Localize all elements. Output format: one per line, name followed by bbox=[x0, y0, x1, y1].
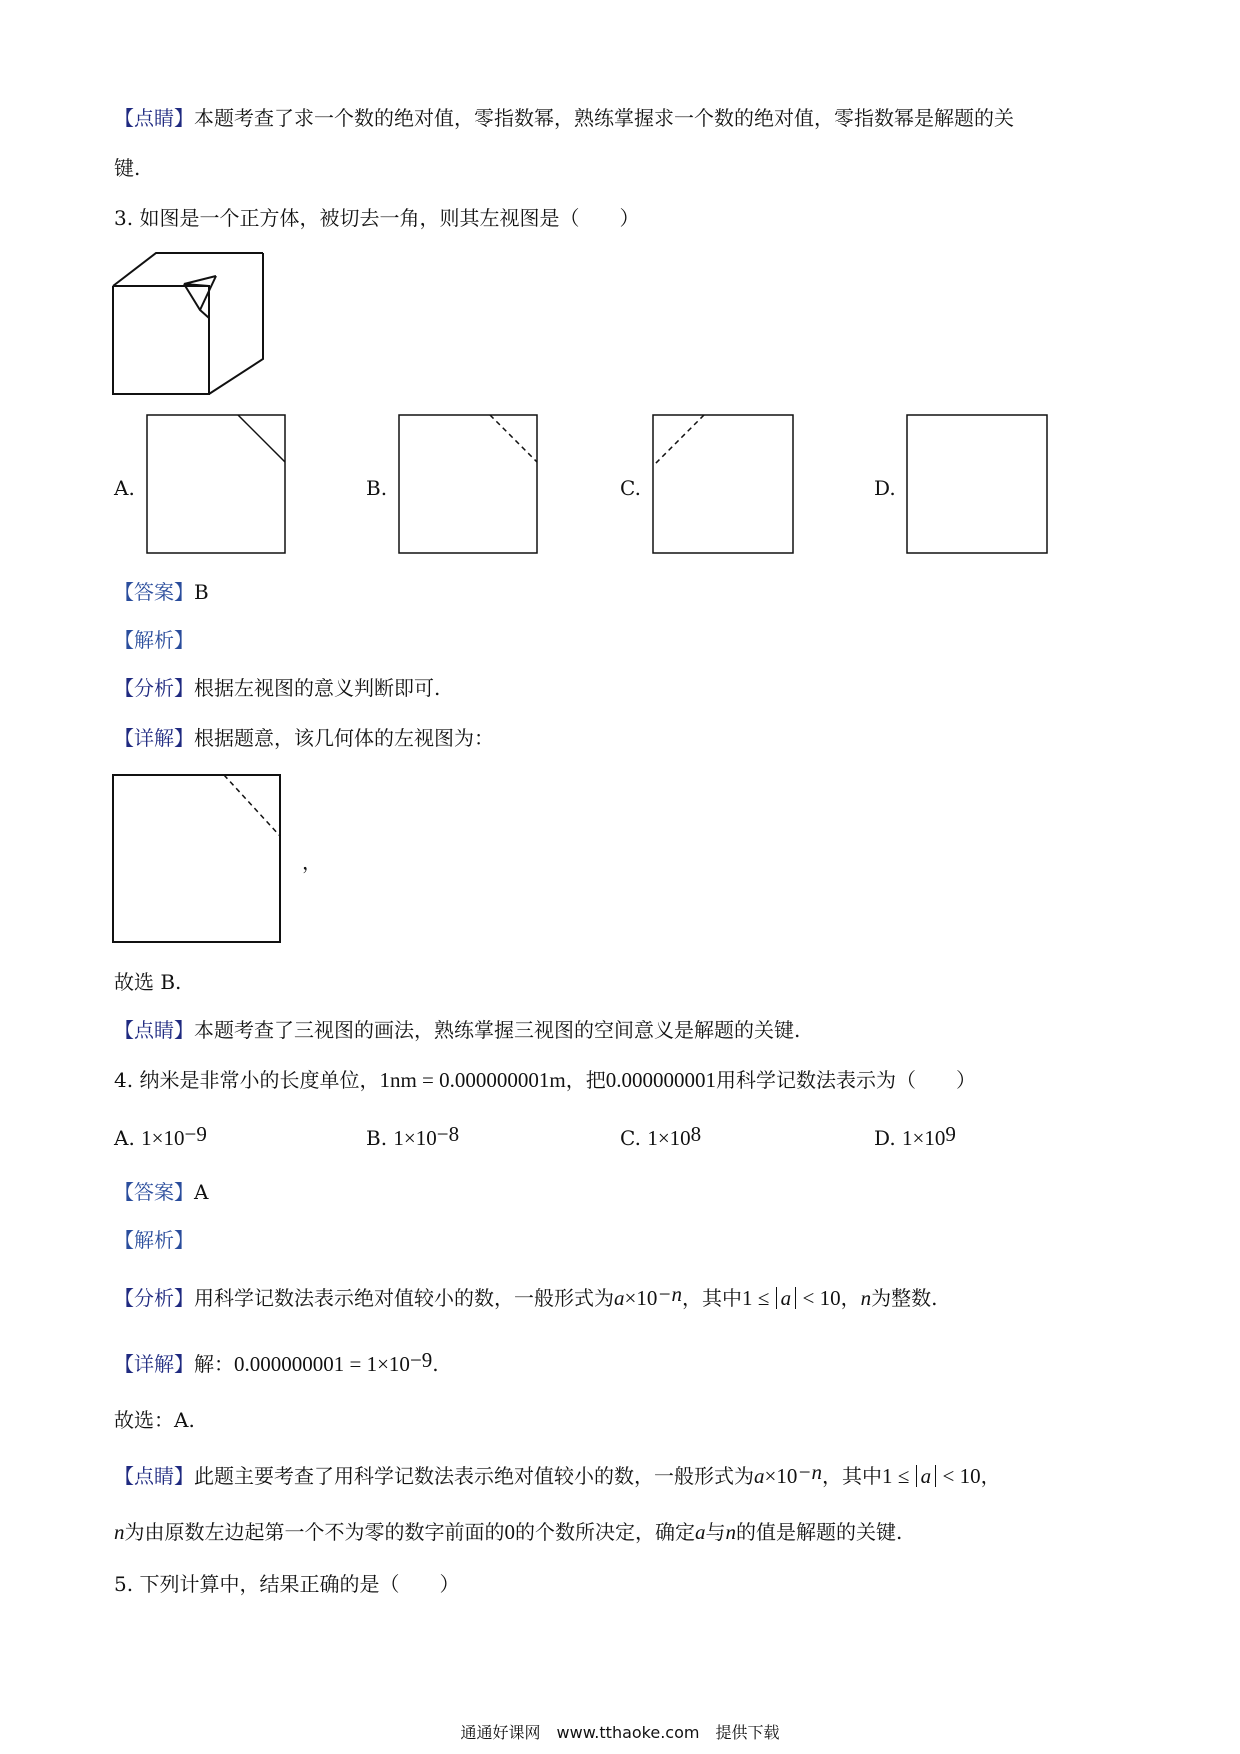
q3-option-b-label[interactable]: B. bbox=[366, 476, 388, 500]
prev-dianjing-line1 bbox=[114, 104, 1014, 132]
option-exponent: 8 bbox=[690, 1122, 702, 1146]
abs-a: a bbox=[776, 1287, 797, 1309]
option-label: C. bbox=[620, 1126, 641, 1150]
option-base: 1×10 bbox=[393, 1126, 437, 1150]
q4-option-d[interactable] bbox=[874, 1124, 956, 1152]
q4-jiexi bbox=[114, 1226, 194, 1254]
times-ten: ×10 bbox=[624, 1286, 658, 1310]
answer-tag: 【答案】 bbox=[114, 580, 194, 604]
q4-fenxi: 【分析】用科学记数法表示绝对值较小的数，一般形式为$a\times 10^{-n}$，其中1 ≤ a < 10，n为整数. bbox=[114, 1282, 938, 1310]
jiexi-tag: 【解析】 bbox=[114, 628, 194, 652]
q4-stem-post: 用科学记数法表示为（ ） bbox=[715, 1068, 976, 1092]
q4-option-a[interactable] bbox=[114, 1124, 207, 1152]
q4-conclusion: 故选：A. bbox=[114, 1408, 195, 1432]
answer-tag: 【答案】 bbox=[114, 1180, 194, 1204]
option-base: 1×10 bbox=[902, 1126, 946, 1150]
xiangjie-exp: −9 bbox=[409, 1348, 433, 1372]
dianjing-end: ， bbox=[980, 1464, 1001, 1488]
q4-stem bbox=[114, 1066, 976, 1094]
var-n: n bbox=[114, 1520, 125, 1544]
dianjing-tag: 【点睛】 bbox=[114, 1018, 194, 1042]
left-view-comma: ， bbox=[302, 850, 322, 874]
q3-option-d-figure[interactable] bbox=[906, 414, 1048, 554]
var-n: n bbox=[860, 1286, 872, 1310]
xiangjie-tag: 【详解】 bbox=[114, 1352, 194, 1376]
ineq-left: 1 ≤ bbox=[742, 1286, 770, 1310]
xiangjie-tag: 【详解】 bbox=[114, 726, 194, 750]
ineq-left: 1 ≤ bbox=[882, 1464, 910, 1488]
q3-option-c-figure[interactable] bbox=[652, 414, 794, 554]
q4-xiangjie bbox=[114, 1350, 439, 1378]
option-label: D. bbox=[874, 1126, 896, 1150]
q3-stem: 3. 如图是一个正方体，被切去一角，则其左视图是（ ） bbox=[114, 206, 640, 230]
q4-stem-mid: ，把 bbox=[565, 1068, 606, 1092]
dianjing-text: 本题考查了三视图的画法，熟练掌握三视图的空间意义是解题的关键. bbox=[194, 1018, 801, 1042]
var-a: a bbox=[614, 1286, 625, 1310]
answer-value: B bbox=[194, 580, 209, 604]
q4-dianjing-line1 bbox=[114, 1462, 1001, 1490]
q3-xiangjie bbox=[114, 724, 494, 752]
answer-value: A bbox=[194, 1180, 209, 1204]
option-exponent: −9 bbox=[184, 1122, 207, 1146]
dianjing-text-cont: 键. bbox=[114, 156, 141, 180]
xiangjie-math: 0.000000001 = 1×10 bbox=[234, 1352, 410, 1376]
q3-dianjing bbox=[114, 1016, 800, 1044]
fenxi-text: 用科学记数法表示绝对值较小的数，一般形式为 bbox=[194, 1286, 614, 1310]
fenxi-post: 为整数. bbox=[871, 1286, 938, 1310]
xiangjie-pre: 解： bbox=[194, 1352, 234, 1376]
q4-option-b[interactable] bbox=[366, 1124, 459, 1152]
q4-option-c[interactable] bbox=[620, 1124, 701, 1152]
exp-neg-n: −n bbox=[797, 1460, 823, 1484]
fenxi-text: 根据左视图的意义判断即可. bbox=[194, 676, 441, 700]
dianjing-l2-a: 为由原数左边起第一个不为零的数字前面的 bbox=[124, 1520, 505, 1544]
times-ten: ×10 bbox=[764, 1464, 798, 1488]
ineq-right: < 10 bbox=[942, 1464, 981, 1488]
abs-a: a bbox=[916, 1465, 937, 1487]
q4-stem-num: 0.000000001 bbox=[605, 1068, 716, 1092]
q3-answer bbox=[114, 578, 209, 606]
q3-option-d-label[interactable]: D. bbox=[874, 476, 896, 500]
digit-zero: 0 bbox=[504, 1520, 515, 1544]
fenxi-tag: 【分析】 bbox=[114, 676, 194, 700]
q3-option-c-label[interactable]: C. bbox=[620, 476, 641, 500]
ineq-right: < 10 bbox=[802, 1286, 841, 1310]
xiangjie-post: . bbox=[432, 1352, 439, 1376]
dianjing-l2-b: 的个数所决定，确定 bbox=[515, 1520, 695, 1544]
var-n: n bbox=[725, 1520, 736, 1544]
q5-stem: 5. 下列计算中，结果正确的是（ ） bbox=[114, 1572, 460, 1596]
dianjing-text: 此题主要考查了用科学记数法表示绝对值较小的数，一般形式为 bbox=[194, 1464, 754, 1488]
q4-dianjing-line2 bbox=[114, 1518, 902, 1546]
q4-stem-math: 1nm = 0.000000001m bbox=[379, 1068, 566, 1092]
fenxi-mid: ，其中 bbox=[682, 1286, 743, 1310]
left-view-figure bbox=[112, 774, 282, 944]
q3-option-a-label[interactable]: A. bbox=[114, 476, 135, 500]
dianjing-mid: ，其中 bbox=[822, 1464, 883, 1488]
q4-stem-pre: 4. 纳米是非常小的长度单位， bbox=[114, 1068, 380, 1092]
page-footer: 通通好课网 www.tthaoke.com 提供下载 bbox=[460, 1723, 780, 1742]
q3-option-a-figure[interactable] bbox=[146, 414, 286, 554]
var-a: a bbox=[695, 1520, 706, 1544]
option-label: B. bbox=[366, 1126, 388, 1150]
xiangjie-text: 根据题意，该几何体的左视图为： bbox=[194, 726, 494, 750]
prev-dianjing-line2 bbox=[114, 154, 140, 182]
dianjing-l2-c: 与 bbox=[705, 1520, 726, 1544]
var-a: a bbox=[754, 1464, 765, 1488]
fenxi-tag: 【分析】 bbox=[114, 1286, 194, 1310]
option-exponent: −8 bbox=[436, 1122, 460, 1146]
q3-jiexi bbox=[114, 626, 194, 654]
option-label: A. bbox=[114, 1126, 135, 1150]
option-base: 1×10 bbox=[647, 1126, 691, 1150]
q3-option-b-figure[interactable] bbox=[398, 414, 538, 554]
dianjing-l2-d: 的值是解题的关键. bbox=[736, 1520, 903, 1544]
dianjing-tag: 【点睛】 bbox=[114, 106, 194, 130]
cube-figure bbox=[112, 252, 272, 394]
option-base: 1×10 bbox=[141, 1126, 185, 1150]
option-exponent: 9 bbox=[945, 1122, 956, 1146]
dianjing-text: 本题考查了求一个数的绝对值，零指数幂，熟练掌握求一个数的绝对值，零指数幂是解题的关 bbox=[194, 106, 1014, 130]
q3-conclusion: 故选 B. bbox=[114, 970, 182, 994]
dianjing-tag: 【点睛】 bbox=[114, 1464, 194, 1488]
q4-answer bbox=[114, 1178, 208, 1206]
q3-fenxi bbox=[114, 674, 440, 702]
exp-neg-n: −n bbox=[657, 1282, 683, 1306]
jiexi-tag: 【解析】 bbox=[114, 1228, 194, 1252]
